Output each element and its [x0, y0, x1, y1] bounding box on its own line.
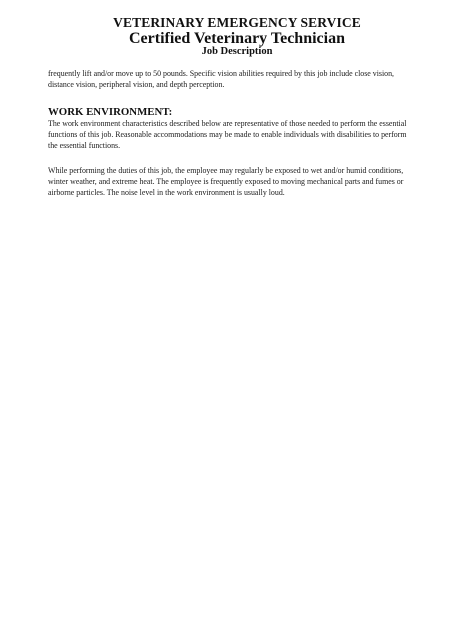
- paragraph-line: winter weather, and extreme heat. The employee is frequently exposed to moving mechanical parts and fumes or: [48, 177, 404, 186]
- paragraph-line: distance vision, peripheral vision, and depth perception.: [48, 80, 225, 89]
- paragraph-line: functions of this job. Reasonable accommodations may be made to enable individuals with disabilities to perform: [48, 130, 407, 139]
- paragraph-line: airborne particles. The noise level in the work environment is usually loud.: [48, 188, 285, 197]
- organization-name: VETERINARY EMERGENCY SERVICE: [113, 15, 361, 30]
- work-environment-paragraph-1: [48, 118, 448, 151]
- document-title: Certified Veterinary Technician: [129, 30, 345, 47]
- paragraph-line: The work environment characteristics described below are representative of those needed to perform the essential: [48, 119, 407, 128]
- work-environment-heading: WORK ENVIRONMENT:: [48, 106, 173, 118]
- paragraph-line: While performing the duties of this job, the employee may regularly be exposed to wet and/or humid conditions,: [48, 166, 404, 175]
- document-subtitle: Job Description: [201, 46, 273, 57]
- work-environment-paragraph-2: [48, 165, 448, 198]
- paragraph-line: frequently lift and/or move up to 50 pounds. Specific vision abilities required by this job include close vision,: [48, 69, 395, 78]
- continued-paragraph: [48, 68, 448, 90]
- paragraph-line: the essential functions.: [48, 141, 121, 150]
